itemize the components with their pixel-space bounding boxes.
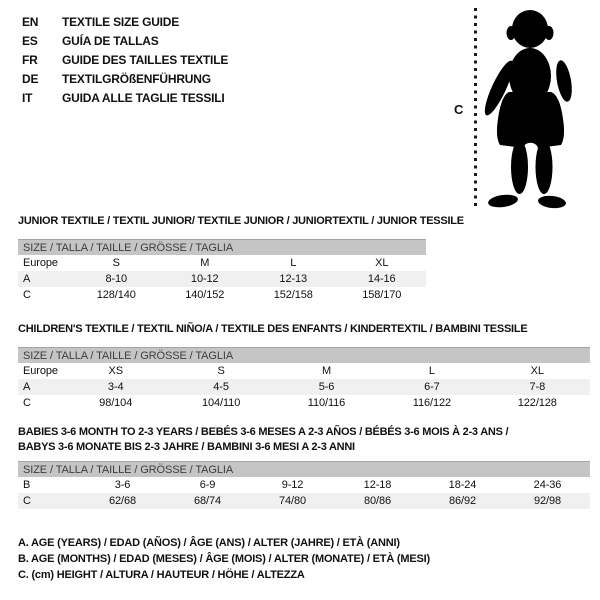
height-cell: 158/170 <box>362 289 402 301</box>
language-row-es <box>22 32 228 51</box>
height-cell: 104/110 <box>201 397 241 409</box>
table-row <box>18 395 590 411</box>
size-cell: M <box>321 365 332 377</box>
age-cell: 6-7 <box>424 381 440 393</box>
size-cell: XS <box>108 365 123 377</box>
age-cell: 24-36 <box>533 479 562 491</box>
size-header-bar: SIZE / TALLA / TAILLE / GRÖSSE / TAGLIA <box>18 461 590 477</box>
language-code: DE <box>22 72 39 86</box>
section-title-text: BABIES 3-6 MONTH TO 2-3 YEARS / BEBÉS 3-6 MESES A 2-3 AÑOS / BÉBÉS 3-6 MOIS À 2-3 ANS / <box>18 426 509 438</box>
row-label: Europe <box>23 365 58 377</box>
height-cell: 128/140 <box>96 289 136 301</box>
section-title-text: JUNIOR TEXTILE / TEXTIL JUNIOR/ TEXTILE JUNIOR / JUNIORTEXTIL / JUNIOR TESSILE <box>18 215 464 227</box>
row-label: B <box>23 479 31 491</box>
section-title-text: BABYS 3-6 MONATE BIS 2-3 JAHRE / BAMBINI 3-6 MESI A 2-3 ANNI <box>18 441 355 453</box>
size-cell: XL <box>375 257 389 269</box>
section-title-text: CHILDREN'S TEXTILE / TEXTIL NIÑO/A / TEXTILE DES ENFANTS / KINDERTEXTIL / BAMBINI TESSILE <box>18 323 528 335</box>
row-label: Europe <box>23 257 58 269</box>
size-cell: L <box>428 365 435 377</box>
age-cell: 9-12 <box>281 479 304 491</box>
row-label: A <box>23 273 31 285</box>
size-cell: M <box>200 257 210 269</box>
size-cell: L <box>290 257 297 269</box>
language-row-en <box>22 13 228 32</box>
age-cell: 8-10 <box>105 273 128 285</box>
size-cell: S <box>217 365 225 377</box>
age-cell: 14-16 <box>367 273 396 285</box>
row-label: C <box>23 495 31 507</box>
footnote-b: B. AGE (MONTHS) / EDAD (MESES) / ÂGE (MOIS) / ALTER (MONATE) / ETÀ (MESI) <box>18 553 430 565</box>
height-cell: 62/68 <box>108 495 137 507</box>
language-row-fr <box>22 51 228 70</box>
height-cell: 110/116 <box>307 397 346 409</box>
height-measure-dotted-line <box>474 8 477 209</box>
language-code: IT <box>22 91 33 105</box>
language-code: FR <box>22 53 38 67</box>
footnote-c: C. (cm) HEIGHT / ALTURA / HAUTEUR / HÖHE / ALTEZZA <box>18 569 305 581</box>
height-cell: 74/80 <box>278 495 307 507</box>
language-title: GUIDE DES TAILLES TEXTILE <box>62 53 229 67</box>
table-row <box>18 287 426 303</box>
language-title: GUIDA ALLE TAGLIE TESSILI <box>62 91 225 105</box>
children-size-table <box>18 347 590 411</box>
table-row <box>18 379 590 395</box>
section-title-babies <box>18 425 508 455</box>
height-cell: 140/152 <box>185 289 225 301</box>
age-cell: 4-5 <box>213 381 229 393</box>
age-cell: 6-9 <box>199 479 216 491</box>
age-cell: 3-4 <box>107 381 124 393</box>
language-title: GUÍA DE TALLAS <box>62 34 159 48</box>
footnote-a: A. AGE (YEARS) / EDAD (AÑOS) / ÂGE (ANS) / ALTER (JAHRE) / ETÀ (ANNI) <box>18 537 400 549</box>
height-cell: 116/122 <box>412 397 452 409</box>
language-title: TEXTILGRÖßENFÜHRUNG <box>62 72 211 86</box>
height-cell: 86/92 <box>448 495 477 507</box>
section-title-children <box>18 322 527 337</box>
height-measure-label: C <box>454 102 464 117</box>
junior-size-table <box>18 239 426 303</box>
table-row <box>18 271 426 287</box>
footnote-legend <box>18 535 430 583</box>
language-code: ES <box>22 34 38 48</box>
height-cell: 80/86 <box>363 495 392 507</box>
age-cell: 10-12 <box>190 273 219 285</box>
age-cell: 18-24 <box>448 479 477 491</box>
language-row-it <box>22 89 228 108</box>
language-title-list <box>22 13 228 108</box>
size-header-bar: SIZE / TALLA / TAILLE / GRÖSSE / TAGLIA <box>18 239 426 255</box>
age-cell: 12-18 <box>363 479 392 491</box>
row-label: A <box>23 381 31 393</box>
table-row <box>18 255 426 271</box>
table-row <box>18 363 590 379</box>
table-row <box>18 493 590 509</box>
age-cell: 7-8 <box>529 381 546 393</box>
height-cell: 122/128 <box>517 397 557 409</box>
size-header-bar: SIZE / TALLA / TAILLE / GRÖSSE / TAGLIA <box>18 347 590 363</box>
size-cell: S <box>112 257 120 269</box>
language-title: TEXTILE SIZE GUIDE <box>62 15 180 29</box>
height-cell: 152/158 <box>273 289 313 301</box>
size-cell: XL <box>530 365 544 377</box>
height-cell: 92/98 <box>533 495 562 507</box>
row-label: C <box>23 289 31 301</box>
age-cell: 5-6 <box>318 381 335 393</box>
babies-size-table <box>18 461 590 509</box>
baby-silhouette-icon <box>481 4 577 212</box>
table-row <box>18 477 590 493</box>
language-code: EN <box>22 15 39 29</box>
height-cell: 98/104 <box>99 397 133 409</box>
age-cell: 12-13 <box>279 273 308 285</box>
section-title-junior <box>18 214 464 229</box>
age-cell: 3-6 <box>114 479 131 491</box>
row-label: C <box>23 397 31 409</box>
language-row-de <box>22 70 228 89</box>
height-cell: 68/74 <box>193 495 222 507</box>
